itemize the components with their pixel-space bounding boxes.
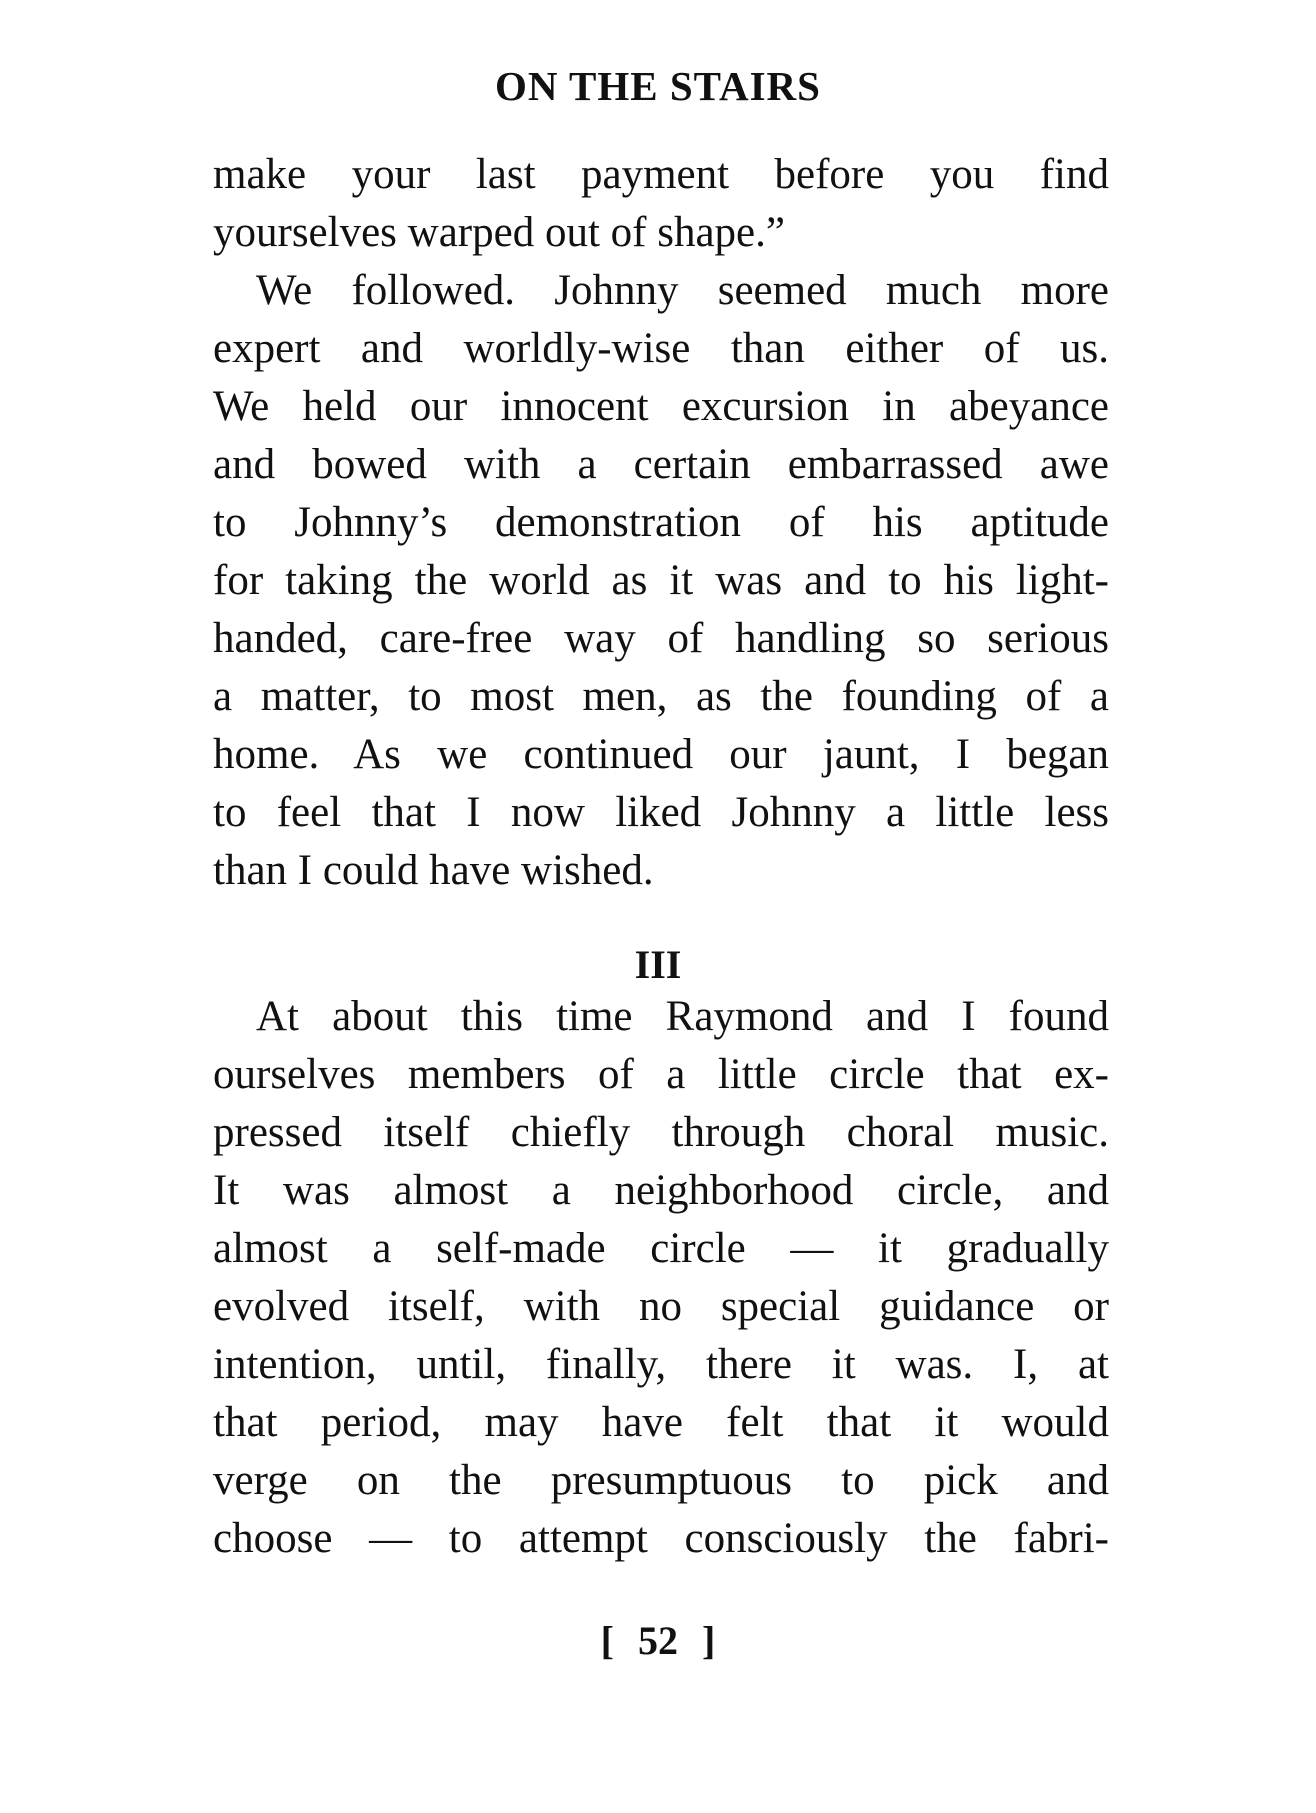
paragraph-line: expert and worldly-wise than either of us.	[213, 325, 1109, 372]
paragraph-line: ourselves members of a little circle that ex-	[213, 1051, 1109, 1098]
paragraph-line: for taking the world as it was and to his light-	[213, 557, 1109, 604]
paragraph-line: handed, care-free way of handling so serious	[213, 615, 1109, 662]
paragraph-line: almost a self-made circle — it gradually	[213, 1225, 1109, 1272]
paragraph-line: to feel that I now liked Johnny a little less	[213, 789, 1109, 836]
running-head: ON THE STAIRS	[495, 63, 821, 109]
paragraph-line: a matter, to most men, as the founding of a	[213, 673, 1109, 720]
paragraph-line: make your last payment before you find	[213, 151, 1109, 198]
paragraph-line: intention, until, finally, there it was. I, at	[213, 1341, 1109, 1388]
page-number: [ 52 ]	[600, 1618, 716, 1663]
paragraph-line: than I could have wished.	[213, 847, 654, 894]
paragraph-line: It was almost a neighborhood circle, and	[213, 1167, 1109, 1214]
paragraph-line: We followed. Johnny seemed much more	[256, 267, 1109, 314]
paragraph-line: yourselves warped out of shape.”	[213, 209, 785, 256]
text-block-lower	[213, 988, 1109, 1568]
paragraph-line: evolved itself, with no special guidance or	[213, 1283, 1109, 1330]
paragraph-line: that period, may have felt that it would	[213, 1399, 1109, 1446]
text-block-upper	[213, 146, 1109, 900]
paragraph-line: verge on the presumptuous to pick and	[213, 1457, 1109, 1504]
paragraph-line: At about this time Raymond and I found	[256, 993, 1109, 1040]
paragraph-line: home. As we continued our jaunt, I began	[213, 731, 1109, 778]
section-heading: III	[634, 942, 682, 987]
paragraph-line: We held our innocent excursion in abeyance	[213, 383, 1109, 430]
paragraph-line: pressed itself chiefly through choral music.	[213, 1109, 1109, 1156]
paragraph-line: and bowed with a certain embarrassed awe	[213, 441, 1109, 488]
paragraph-line: to Johnny’s demonstration of his aptitude	[213, 499, 1109, 546]
paragraph-line: choose — to attempt consciously the fabri-	[213, 1515, 1109, 1562]
